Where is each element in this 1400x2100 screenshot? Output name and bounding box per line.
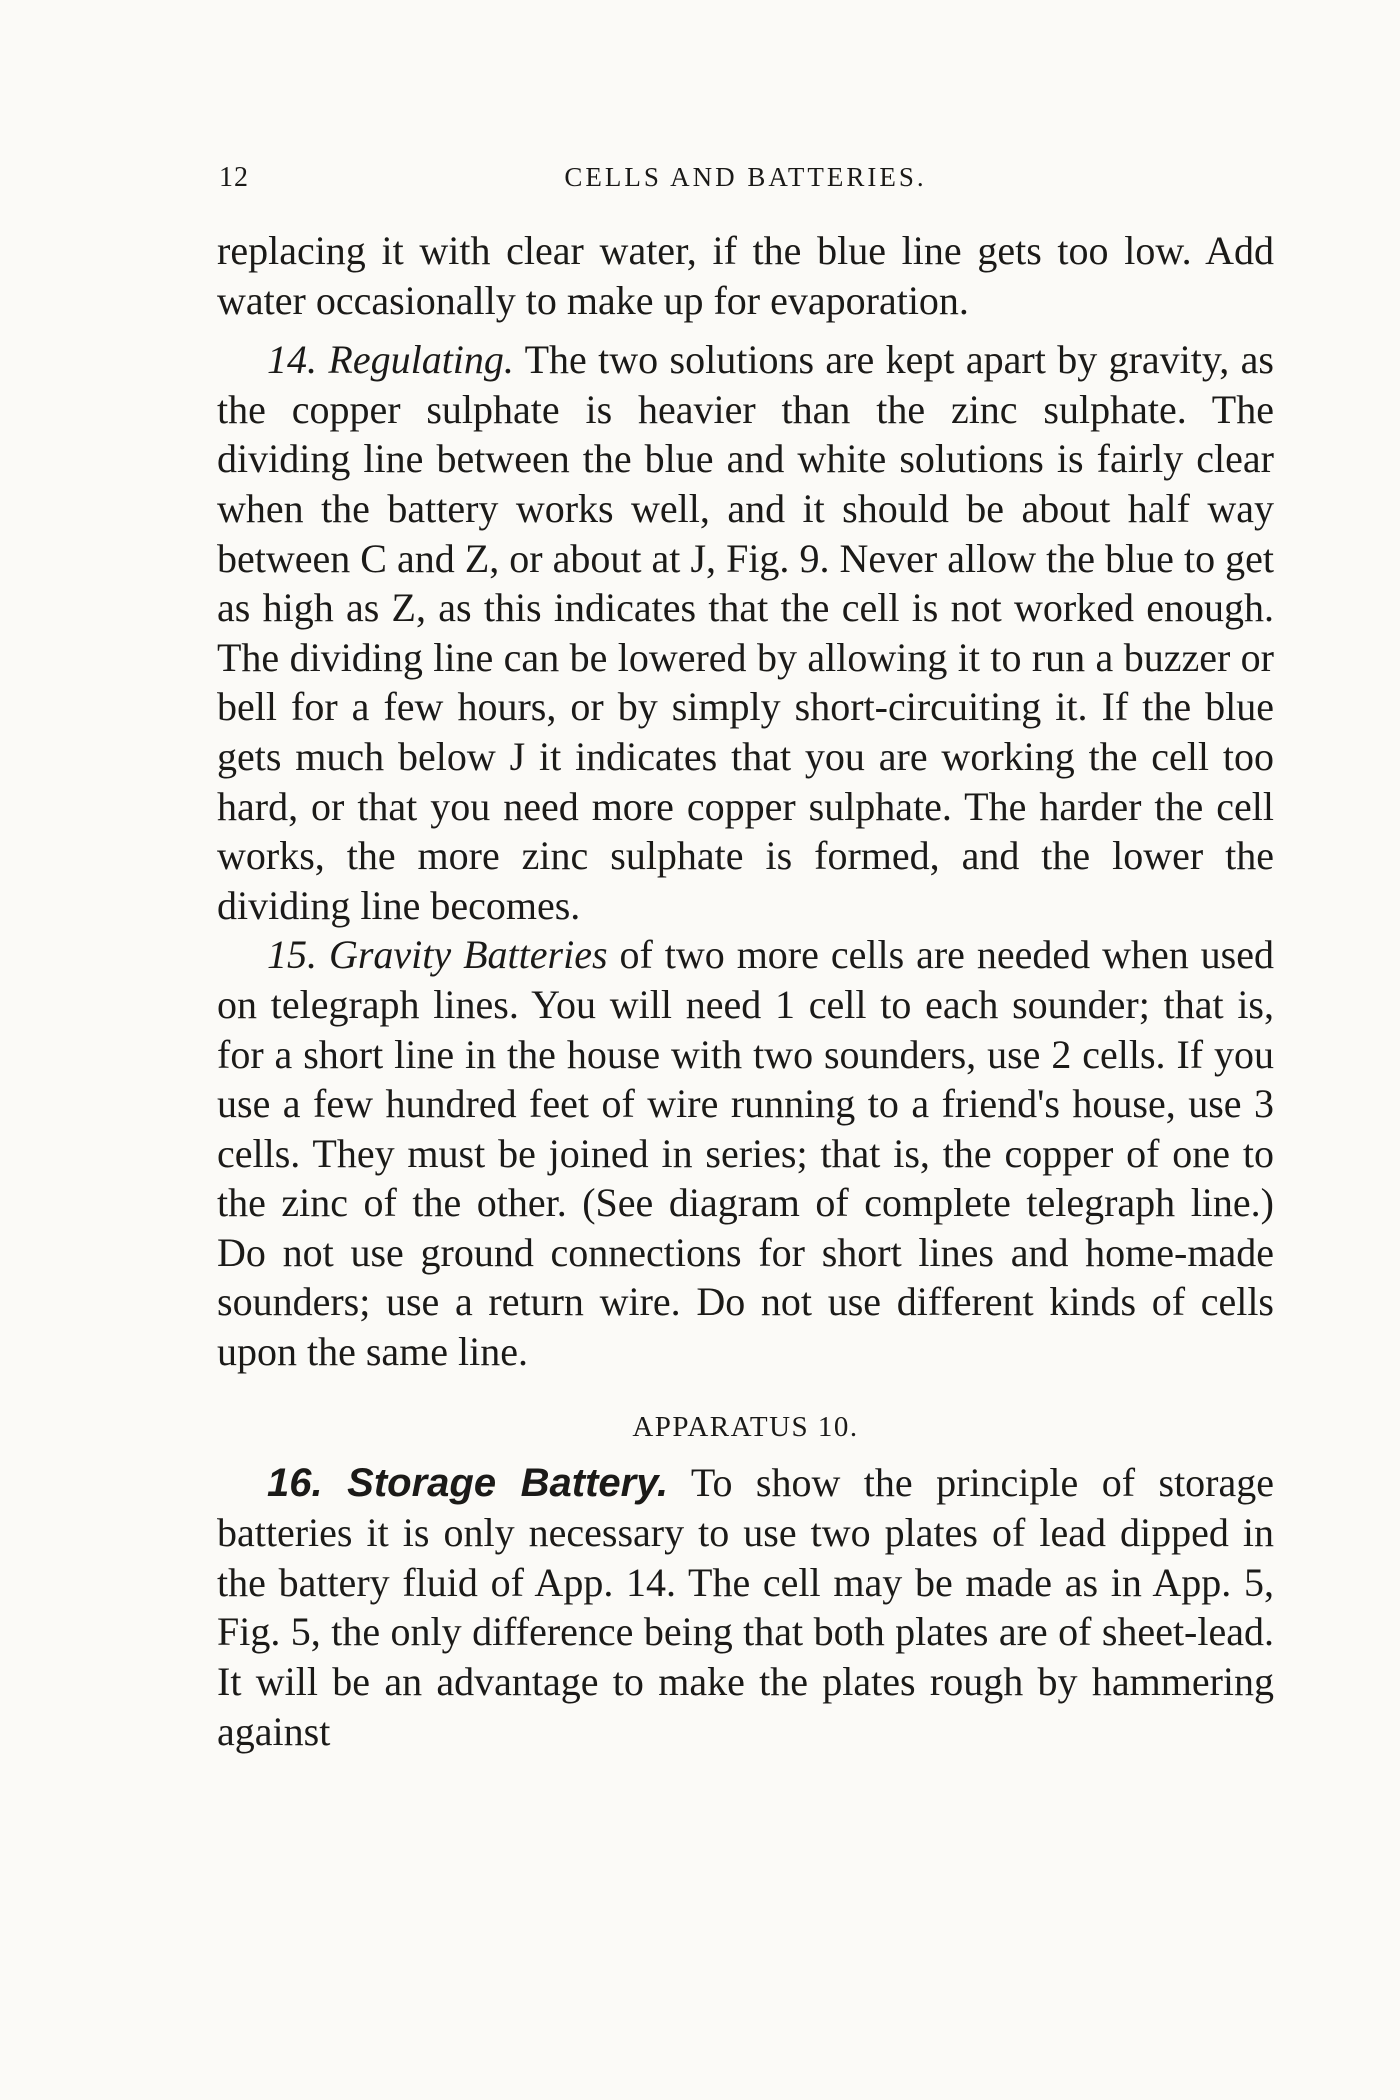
running-title: CELLS AND BATTERIES. <box>564 162 927 192</box>
section-heading: 16. Storage Battery. <box>267 1460 669 1505</box>
paragraph-text: of two more cells are needed when used on telegraph lines. You will need 1 cell to each sounder; that is, for a short line in the house with two sounders, use 2 cells. If you use a few hundred feet of wire running to a friend's house, use 3 cells. They must be joined in series; that is, the copper of one to the zinc of the other. (See diagram of complete telegraph line.) Do not use ground connections for short lines and home-made sounders; use a return wire. Do not use different kinds of cells upon the same line. <box>217 932 1274 1375</box>
apparatus-heading: APPARATUS 10. <box>632 1410 859 1443</box>
page-number: 12 <box>219 162 249 193</box>
paragraph-storage-battery <box>217 1458 1274 1757</box>
paragraph-continuation: replacing it with clear water, if the blue line gets too low. Add water occasionally to make up for evaporation. <box>217 228 1274 323</box>
paragraph-regulating <box>217 335 1274 930</box>
paragraph-text: To show the principle of storage batteries it is only necessary to use two plates of lead dipped in the battery fluid of App. 14. The cell may be made as in App. 5, Fig. 5, the only difference being that both plates are of sheet-lead. It will be an advantage to make the plates rough by hammering against <box>217 1459 1275 1754</box>
paragraph-gravity-batteries <box>217 930 1274 1376</box>
section-title: Regulating. <box>328 337 514 383</box>
section-number: 15. <box>267 932 317 978</box>
book-page <box>217 152 1274 1756</box>
section-title: Gravity Batteries <box>328 932 608 978</box>
paragraph-text: The two solutions are kept apart by gravity, as the copper sulphate is heavier than the zinc sulphate. The dividing line between the blue and white solutions is fairly clear when the battery works well, and it should be about half way between C and Z, or about at J, Fig. 9. Never allow the blue to get as high as Z, as this indicates that the cell is not worked enough. The dividing line can be lowered by allowing it to run a buzzer or bell for a few hours, or by simply short-circuiting it. If the blue gets much below J it indicates that you are working the cell too hard, or that you need more copper sulphate. The harder the cell works, the more zinc sulphate is formed, and the lower the dividing line becomes. <box>217 337 1274 928</box>
section-number: 14. <box>267 337 317 383</box>
body-text <box>217 226 1274 1756</box>
running-head <box>217 152 1274 202</box>
